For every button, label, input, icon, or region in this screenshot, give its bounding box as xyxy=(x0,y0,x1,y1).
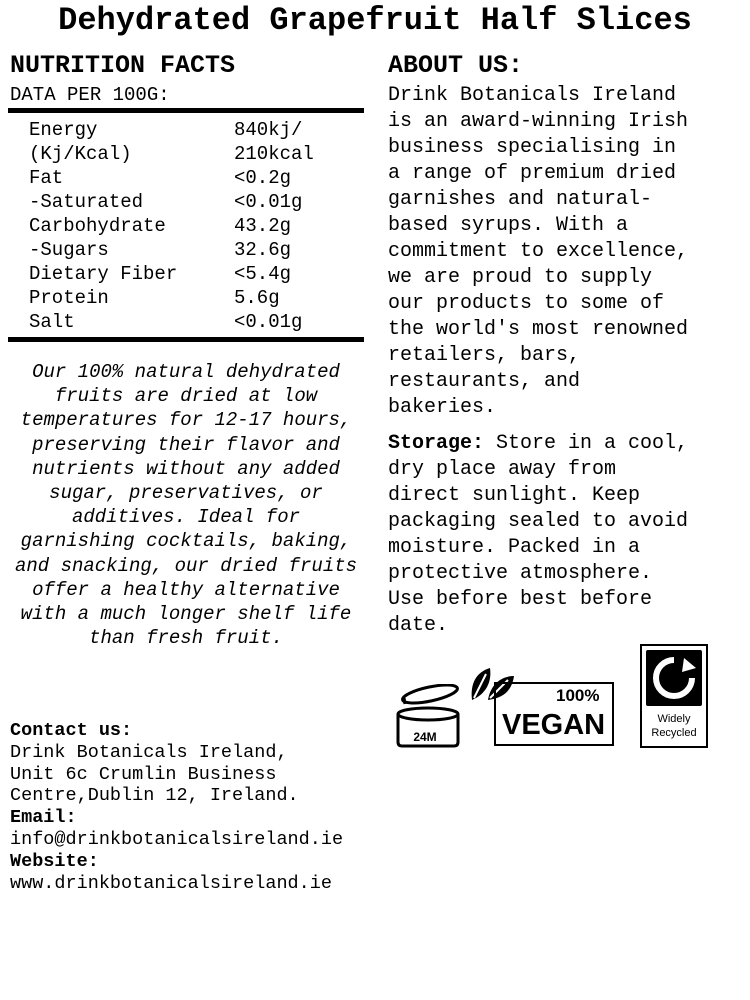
storage-label: Storage: xyxy=(388,432,485,455)
about-us-text: Drink Botanicals Ireland is an award-winning Irish business specialising in a range of premium dried garnishes and natural- based syrups. With a commitment to excellence, we are proud to supply our products to some of the world's most renowned retailers, bars, restaurants, and bakeries. xyxy=(388,84,689,419)
contact-block xyxy=(10,720,370,894)
nutrient-name: Energy xyxy=(29,119,98,141)
recycle-label-line2: Recycled xyxy=(651,727,697,739)
website-url: www.drinkbotanicalsireland.ie xyxy=(10,872,332,894)
widely-recycled-icon xyxy=(640,644,708,748)
storage-block xyxy=(388,431,740,639)
nutrient-name: Carbohydrate xyxy=(29,215,166,237)
nutrient-name: -Saturated xyxy=(29,191,144,213)
vegan-badge xyxy=(494,682,614,746)
vegan-word: VEGAN xyxy=(502,709,606,741)
address-line: Drink Botanicals Ireland, xyxy=(10,741,288,763)
nutrient-value: 32.6g xyxy=(234,239,292,261)
nutrition-facts-heading: NUTRITION FACTS xyxy=(10,51,236,80)
storage-text: Store in a cool, dry place away from direct sunlight. Keep packaging sealed to avoid moisture. Packed in a protective atmosphere. Use before best before date. xyxy=(388,432,689,637)
nutrition-row xyxy=(8,286,364,310)
data-per-label: DATA PER 100G: xyxy=(10,84,170,106)
vegan-percent: 100% xyxy=(556,686,600,705)
contact-label: Contact us: xyxy=(10,720,133,741)
nutrient-value: <5.4g xyxy=(234,263,292,285)
about-us-heading: ABOUT US: xyxy=(388,51,524,80)
nutrition-row xyxy=(8,166,364,190)
recycle-label-line1: Widely xyxy=(657,713,691,725)
nutrient-value: 43.2g xyxy=(234,215,292,237)
nutrition-row xyxy=(8,262,364,286)
email-address: info@drinkbotanicalsireland.ie xyxy=(10,828,344,850)
nutrition-table xyxy=(8,108,364,342)
nutrient-name: (Kj/Kcal) xyxy=(29,143,132,165)
nutrient-name: Protein xyxy=(29,287,109,309)
nutrient-value: <0.01g xyxy=(234,191,303,213)
nutrient-name: Fat xyxy=(29,167,64,189)
website-label: Website: xyxy=(10,850,99,872)
nutrient-value: <0.01g xyxy=(234,311,303,333)
nutrient-name: Salt xyxy=(29,311,75,333)
nutrient-name: -Sugars xyxy=(29,239,109,261)
address-line: Unit 6c Crumlin Business xyxy=(10,763,277,785)
jar-shelf-life-label: 24M xyxy=(413,730,437,744)
nutrient-value: 210kcal xyxy=(234,143,314,165)
address-line: Centre,Dublin 12, Ireland. xyxy=(10,785,299,807)
recycle-label xyxy=(642,712,706,740)
nutrition-row xyxy=(8,190,364,214)
nutrient-value: <0.2g xyxy=(234,167,292,189)
nutrient-value: 840kj/ xyxy=(234,119,303,141)
email-label: Email: xyxy=(10,807,77,829)
nutrition-row xyxy=(8,118,364,142)
nutrition-row xyxy=(8,214,364,238)
certification-icons xyxy=(390,644,720,754)
page-title: Dehydrated Grapefruit Half Slices xyxy=(58,2,692,39)
nutrition-row xyxy=(8,238,364,262)
nutrient-name: Dietary Fiber xyxy=(29,263,178,285)
product-description: Our 100% natural dehydrated fruits are dried at low temperatures for 12-17 hours, preserving their flavor and nutrients without any added sugar, preservatives, or additives. Ideal for garnishing cocktails, baking, and snacking, our dried fruits offer a healthy alternative with a much longer shelf life than fresh fruit. xyxy=(14,361,358,650)
nutrient-value: 5.6g xyxy=(234,287,280,309)
recycle-arrow-icon xyxy=(646,650,702,706)
recycle-symbol-background xyxy=(646,650,702,706)
nutrition-row xyxy=(8,310,364,334)
nutrition-row xyxy=(8,142,364,166)
